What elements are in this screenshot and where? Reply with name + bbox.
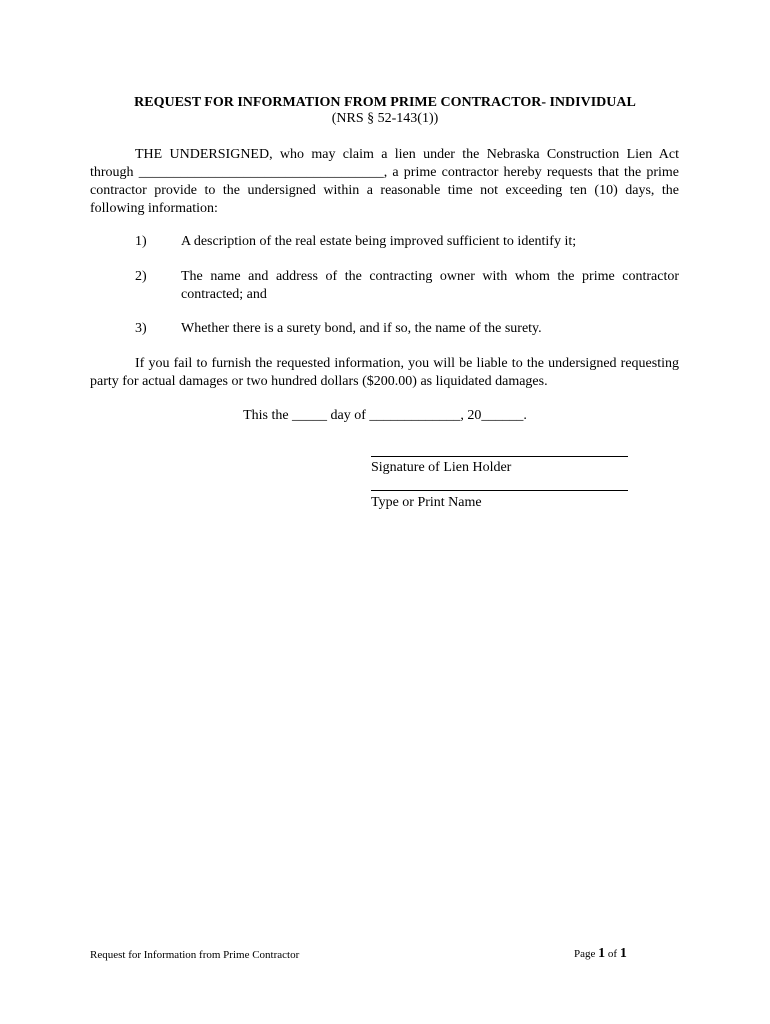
list-item (90, 233, 679, 251)
total-pages: 1 (619, 946, 627, 961)
list-item (90, 320, 679, 338)
list-item-text: A description of the real estate being improved sufficient to identify it; (181, 234, 577, 249)
liability-paragraph: If you fail to furnish the requested information, you will be liable to the undersigned requesting party for actual damages or two hundred dollars ($200.00) as liquidated damages. (90, 356, 679, 389)
list-item-number: 3) (135, 321, 147, 336)
document-title: REQUEST FOR INFORMATION FROM PRIME CONTRACTOR- INDIVIDUAL (134, 95, 636, 110)
signature-label: Signature of Lien Holder (371, 460, 512, 475)
current-page: 1 (598, 946, 606, 961)
date-line: This the _____ day of _____________, 20______. (243, 408, 527, 423)
list-item-number: 1) (135, 234, 147, 249)
print-name-label: Type or Print Name (371, 495, 482, 510)
print-name-line (371, 490, 628, 491)
page-word: Page (574, 948, 596, 960)
statute-reference: (NRS § 52-143(1)) (331, 111, 439, 126)
list-item-text: Whether there is a surety bond, and if so, the name of the surety. (181, 321, 542, 336)
signature-line (371, 456, 628, 457)
intro-paragraph: THE UNDERSIGNED, who may claim a lien under the Nebraska Construction Lien Act through ___________________________________, a prime contractor hereby requests that the prime contractor provide to the undersigned within a reasonable time not exceeding ten (10) days, the following information: (90, 147, 679, 216)
list-item (90, 268, 679, 304)
of-word: of (607, 948, 618, 960)
footer-title: Request for Information from Prime Contractor (90, 949, 300, 961)
list-item-number: 2) (135, 269, 147, 284)
page-number (574, 946, 627, 962)
list-item-text: The name and address of the contracting owner with whom the prime contractor contracted; and (181, 269, 679, 302)
